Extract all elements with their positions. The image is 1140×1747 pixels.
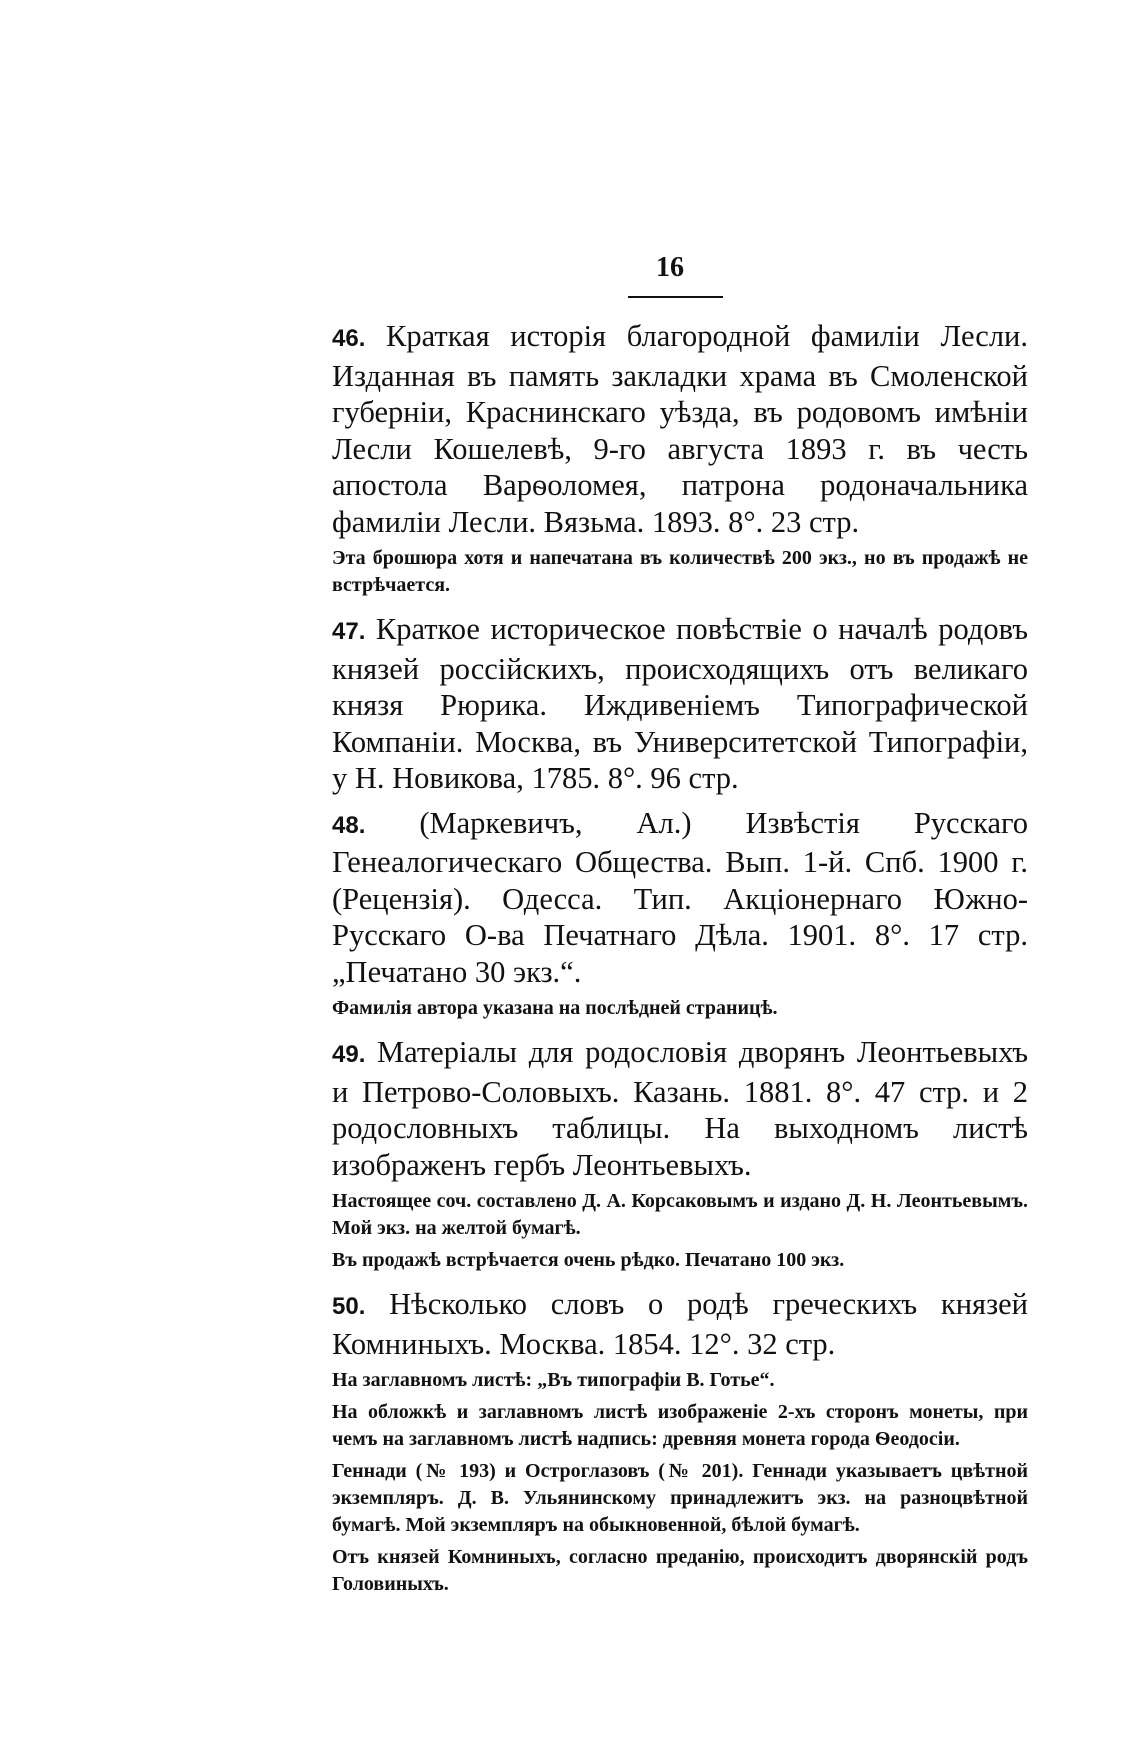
entry-number: 50. [332, 1293, 366, 1320]
text-column [332, 318, 1028, 1598]
bibliography-entry-49 [332, 1034, 1028, 1274]
entry-note: Эта брошюра хотя и напечатана въ количествѣ 200 экз., но въ продажѣ не встрѣчается. [332, 547, 1028, 596]
entry-note: Фамилія автора указана на послѣдней страницѣ. [332, 997, 778, 1019]
entry-note: Отъ князей Комниныхъ, согласно преданію, происходитъ дворянскій родъ Головиныхъ. [332, 1546, 1028, 1595]
entry-text: Нѣсколько словъ о родѣ греческихъ князей Комниныхъ. Москва. 1854. 12°. 32 стр. [332, 1287, 1028, 1361]
entry-number: 46. [332, 325, 366, 352]
bibliography-entry-48 [332, 805, 1028, 1023]
entry-note: Настоящее соч. составлено Д. А. Корсаковымъ и издано Д. Н. Леонтьевымъ. Мой экз. на желтой бумагѣ. [332, 1190, 1028, 1239]
entry-note: Геннади (№ 193) и Остроглазовъ (№ 201). Геннади указываетъ цвѣтной экземпляръ. Д. В. Ульянинскому принадлежитъ экз. на разноцвѣтной бумагѣ. Мой экземпляръ на обыкновенной, бѣлой бумагѣ. [332, 1460, 1028, 1536]
page-number: 16 [656, 252, 684, 283]
entry-number: 48. [332, 811, 366, 839]
entry-note: На заглавномъ листѣ: „Въ типографіи В. Готье“. [332, 1369, 775, 1391]
bibliography-entry-47 [332, 611, 1028, 797]
bibliography-entry-46 [332, 318, 1028, 599]
entry-text: Краткая исторія благородной фамиліи Лесли. Изданная въ память закладки храма въ Смоленской губерніи, Краснинскаго уѣзда, въ родовомъ имѣніи Лесли Кошелевѣ, 9-го августа 1893 г. въ честь апостола Варѳоломея, патрона родоначальника фамиліи Лесли. Вязьма. 1893. 8°. 23 стр. [332, 319, 1028, 539]
entry-text: Матеріалы для родословія дворянъ Леонтьевыхъ и Петрово-Соловыхъ. Казань. 1881. 8°. 47 стр. и 2 родословныхъ таблицы. На выходномъ листѣ изображенъ гербъ Леонтьевыхъ. [332, 1035, 1028, 1182]
entry-number: 49. [332, 1041, 366, 1068]
bibliography-entry-50 [332, 1286, 1028, 1598]
entry-note: Въ продажѣ встрѣчается очень рѣдко. Печатано 100 экз. [332, 1249, 845, 1271]
entry-note: На обложкѣ и заглавномъ листѣ изображеніе 2-хъ сторонъ монеты, при чемъ на заглавномъ листѣ надпись: древняя монета города Ѳеодосіи. [332, 1401, 1028, 1450]
entry-number: 47. [332, 618, 366, 645]
page-number-rule [628, 296, 723, 298]
entry-text: Краткое историческое повѣствіе о началѣ родовъ князей россійскихъ, происходящихъ отъ великаго князя Рюрика. Иждивеніемъ Типографической Компаніи. Москва, въ Университетской Типографіи, у Н. Новикова, 1785. 8°. 96 стр. [332, 612, 1028, 795]
entry-text: (Маркевичъ, Ал.) Извѣстія Русскаго Генеалогическаго Общества. Вып. 1-й. Спб. 1900 г. (Рецензія). Одесса. Тип. Акціонернаго Южно-Русскаго О-ва Печатнаго Дѣла. 1901. 8°. 17 стр. „Печатано 30 экз.“. [332, 805, 1029, 989]
